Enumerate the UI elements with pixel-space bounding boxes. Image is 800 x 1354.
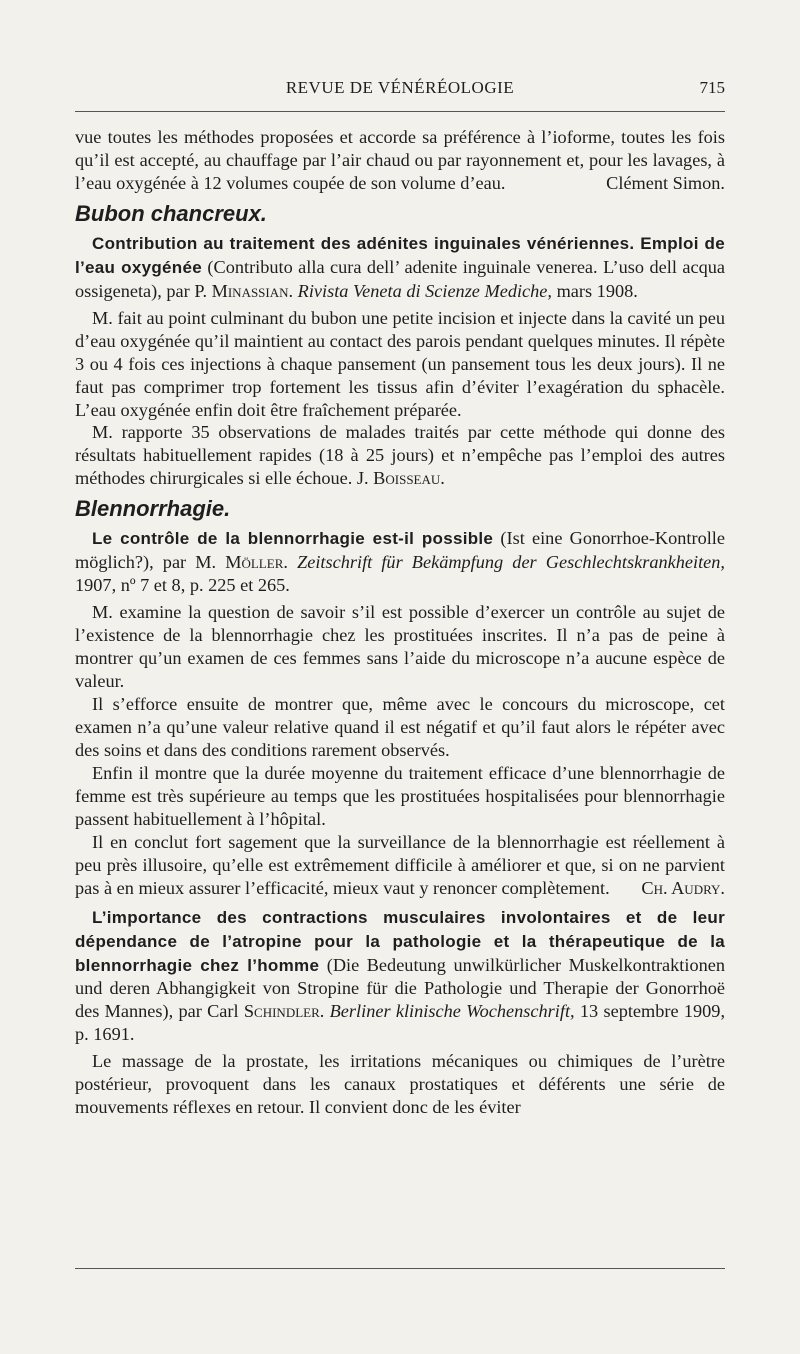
header-rule	[75, 111, 725, 112]
reviewer-signature: Ch. Audry.	[641, 877, 725, 898]
paragraph-text: Il en conclut fort sagement que la surveillance de la blennorrhagie est réellement à peu près illusoire, qu’elle est extrêmement difficile à améliorer et que, si on ne parvient pas à en mieux assurer l’efficacité, mieux vaut y renoncer complètement.	[75, 831, 725, 898]
citation-text: (Die Bedeutung unwilkürlicher Muskelkontraktionen und deren Abhangigkeit von Stropine für die Pathologie und Therapie der Gonorrhoë des Mannes), par Carl	[75, 954, 725, 1022]
intro-paragraph	[75, 126, 725, 195]
cited-author: M. Möller.	[195, 552, 288, 573]
article-citation	[75, 527, 725, 597]
article-paragraph	[75, 421, 725, 490]
cited-author: Schindler.	[243, 1001, 325, 1022]
journal-name: Rivista Veneta di Scienze Mediche,	[297, 280, 552, 301]
article-title: Contribution au traitement des adénites inguinales vénériennes. Emploi de l’eau oxygénée	[75, 233, 725, 277]
page-number: 715	[699, 78, 725, 97]
article-paragraph: Enfin il montre que la durée moyenne du traitement efficace d’une blennorrhagie de femme est très supérieure au temps que les prostituées hospitalisées pour blennorrhagie passent habituellement à l’hôpital.	[75, 762, 725, 829]
article-title: L’importance des contractions musculaires involontaires et de leur dépendance de l’atropine pour la pathologie et la thérapeutique de la blennorrhagie chez l’homme	[75, 907, 725, 975]
article-citation	[75, 906, 725, 1047]
section-heading-bubon: Bubon chancreux.	[75, 200, 267, 226]
paragraph-text: M. rapporte 35 observations de malades traités par cette méthode qui donne des résultats habituellement rapides (18 à 25 jours) et n’empêche pas l’emploi des autres méthodes chirurgicales si elle échoue.	[75, 422, 725, 489]
article-paragraph: M. fait au point culminant du bubon une petite incision et injecte dans la cavité un peu d’eau oxygénée qu’il maintient au contact des parois pendant quelques minutes. Il répète 3 ou 4 fois ces injections à chaque pansement (un pansement tous les deux jours). Il ne faut pas comprimer trop fortement les tissus afin d’éviter l’exagération du sphacèle. L’eau oxygénée enfin doit être fraîchement préparée.	[75, 307, 725, 420]
reviewer-signature: J. Boisseau.	[356, 468, 445, 489]
article-citation	[75, 232, 725, 303]
footer-rule	[75, 1268, 725, 1269]
citation-date: mars 1908.	[556, 280, 638, 301]
intro-signature: Clément Simon.	[606, 172, 725, 193]
journal-name: Berliner klinische Wochenschrift,	[329, 1001, 575, 1022]
article-paragraph: Le massage de la prostate, les irritations mécaniques ou chimiques de l’urètre postérieur, provoquent dans les canaux prostatiques et déférents une série de mouvements réflexes en retour. Il convient donc de les éviter	[75, 1051, 725, 1118]
article-paragraph: M. examine la question de savoir s’il est possible d’exercer un contrôle au sujet de l’existence de la blennorrhagie chez les prostituées inscrites. Il n’a pas de peine à montrer qu’un examen de ces femmes sans l’aide du microscope n’a aucune espèce de valeur.	[75, 602, 725, 692]
article-paragraph: Il s’efforce ensuite de montrer que, même avec le concours du microscope, cet examen n’a qu’une valeur relative quand il est négatif et qu’il faut alors le répéter avec des soins et dans des conditions rarement observés.	[75, 694, 725, 760]
intro-text: vue toutes les méthodes proposées et accorde sa préférence à l’ioforme, toutes les fois qu’il est accepté, au chauffage par l’air chaud ou par rayonnement et, pour les lavages, à l’eau oxygénée à 12 volumes coupée de son volume d’eau.	[75, 127, 725, 193]
journal-running-title: REVUE DE VÉNÉRÉOLOGIE	[285, 78, 515, 97]
article-paragraph	[75, 831, 725, 900]
section-heading-blennorrhagie: Blennorrhagie.	[75, 496, 231, 522]
citation-text: (Ist eine Gonorrhoe-Kontrolle möglich?), par	[75, 528, 725, 573]
citation-text: (Contributo alla cura dell’ adenite inguinale venerea. L’uso dell acqua ossigeneta), par	[75, 256, 725, 301]
body-text	[75, 126, 725, 1119]
article-title: Le contrôle de la blennorrhagie est-il possible	[92, 529, 494, 549]
cited-author: P. Minassian.	[194, 280, 294, 301]
citation-date: 13 septembre 1909, p. 1691.	[75, 1001, 726, 1045]
running-header	[75, 78, 725, 102]
citation-date: 1907, nº 7 et 8, p. 225 et 265.	[75, 575, 290, 596]
journal-name: Zeitschrift für Bekämpfung der Geschlechtskrankheiten,	[297, 552, 725, 573]
